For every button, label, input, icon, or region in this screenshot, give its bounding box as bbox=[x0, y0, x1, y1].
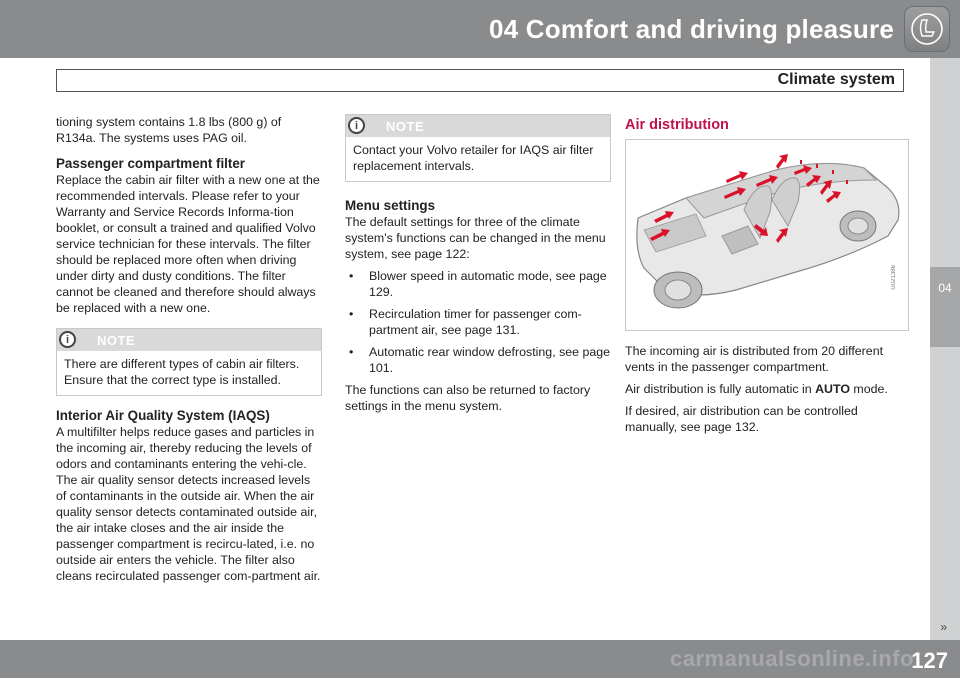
chapter-title: 04 Comfort and driving pleasure bbox=[489, 14, 894, 44]
car-cutaway-illustration bbox=[626, 140, 908, 330]
section-bar bbox=[56, 69, 904, 92]
chapter-tab[interactable]: 04 bbox=[930, 267, 960, 347]
menu-heading: Menu settings bbox=[345, 198, 436, 213]
info-icon: i bbox=[59, 331, 76, 348]
list-item: • Recirculation timer for passenger com-partment air, see page 131. bbox=[345, 306, 611, 338]
page-number: 127 bbox=[911, 648, 948, 673]
air-p3: If desired, air distribution can be controlled manually, see page 132. bbox=[625, 404, 858, 434]
column-2 bbox=[345, 114, 611, 420]
list-item: • Automatic rear window defrosting, see page 101. bbox=[345, 344, 611, 376]
air-p2 bbox=[625, 381, 909, 397]
note-header bbox=[57, 329, 321, 351]
filter-heading: Passenger compartment filter bbox=[56, 156, 246, 171]
menu-list bbox=[345, 268, 611, 376]
seat-icon bbox=[904, 6, 950, 52]
column-3 bbox=[625, 114, 909, 441]
figure-code: G021386 bbox=[891, 265, 897, 290]
iaqs-heading: Interior Air Quality System (IAQS) bbox=[56, 408, 270, 423]
intro-text: tioning system contains 1.8 lbs (800 g) of R134a. The systems uses PAG oil. bbox=[56, 115, 282, 145]
menu-intro: The default settings for three of the climate system's functions can be changed in the menu system, see page 122: bbox=[345, 215, 606, 261]
air-p2-prefix: Air distribution is fully automatic in bbox=[625, 382, 816, 396]
filter-text: Replace the cabin air filter with a new one at the recommended intervals. Please refer to your Warranty and Service Records Informa-tion booklet, or consult a trained and qualified Volvo service technician for these intervals. The filter should be replaced more often when driving under dirty and dusty conditions. The filter cannot be cleaned and therefore should always be replaced with a new one. bbox=[56, 173, 320, 315]
air-distribution-heading: Air distribution bbox=[625, 117, 729, 133]
section-title: Climate system bbox=[777, 71, 895, 88]
note-label: NOTE bbox=[97, 333, 136, 348]
note-label: NOTE bbox=[386, 119, 425, 134]
iaqs-text: A multifilter helps reduce gases and particles in the incoming air, thereby reducing the levels of odors and contaminants entering the vehi-cle. The air quality sensor detects increased levels of contaminants in the outside air. When the air quality sensor detects contaminated outside air, the air intake closes and the air inside the passenger compartment is recircu-lated, i.e. no outside air enters the vehicle. The filter also cleans recirculated passenger com-partment air. bbox=[56, 425, 321, 583]
watermark: carmanualsonline.info bbox=[670, 646, 914, 671]
footer-bar bbox=[0, 640, 960, 678]
note-box bbox=[56, 328, 322, 396]
menu-outro: The functions can also be returned to factory settings in the menu system. bbox=[345, 383, 591, 413]
note-header bbox=[346, 115, 610, 137]
car-air-distribution-figure bbox=[625, 139, 909, 331]
side-rail bbox=[930, 58, 960, 640]
column-1 bbox=[56, 114, 322, 590]
list-item: • Blower speed in automatic mode, see page 129. bbox=[345, 268, 611, 300]
info-icon: i bbox=[348, 117, 365, 134]
next-page-icon[interactable]: » bbox=[940, 620, 946, 634]
air-p2-suffix: mode. bbox=[849, 382, 888, 396]
note-text: There are different types of cabin air filters. Ensure that the correct type is installed. bbox=[64, 357, 300, 387]
note-box bbox=[345, 114, 611, 182]
note-text: Contact your Volvo retailer for IAQS air filter replacement intervals. bbox=[353, 143, 594, 173]
header-bar bbox=[0, 0, 960, 58]
auto-mode-label: AUTO bbox=[815, 382, 850, 396]
air-p1: The incoming air is distributed from 20 different vents in the passenger compartment. bbox=[625, 344, 884, 374]
